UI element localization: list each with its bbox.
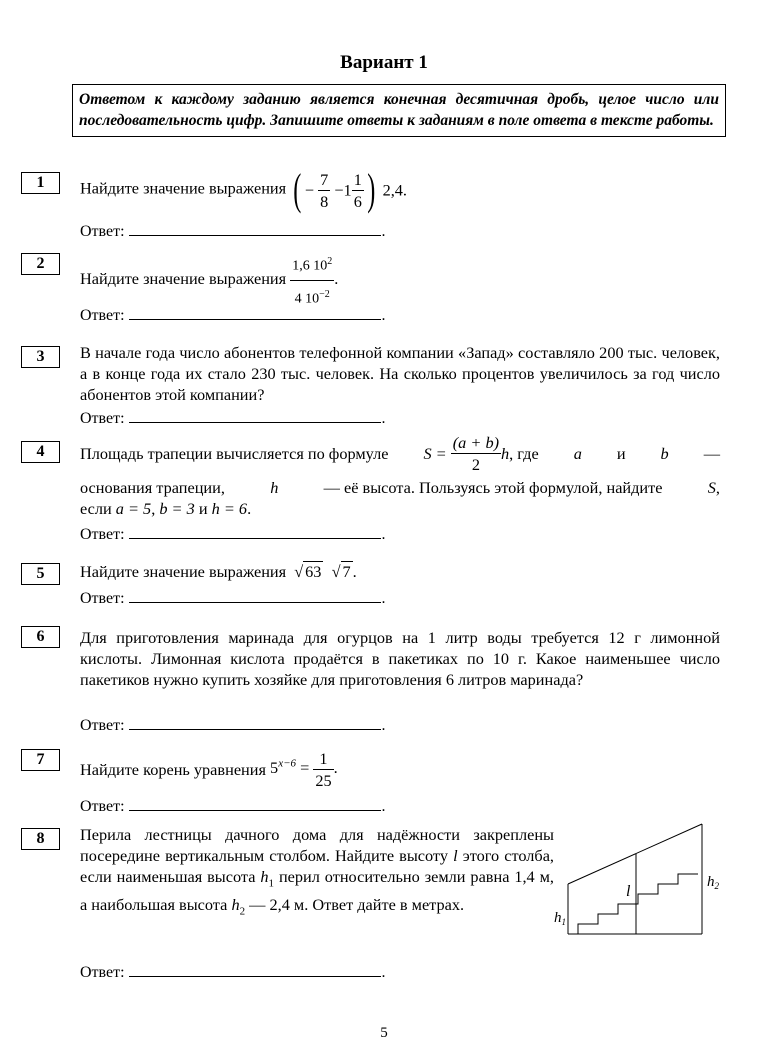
var-h: h — [270, 478, 279, 497]
answer-label: Ответ: — [80, 590, 125, 607]
mixed-number: −1 — [334, 180, 352, 200]
denominator: 6 — [353, 191, 362, 211]
task-number: 1 — [21, 172, 60, 194]
denominator: 8 — [320, 191, 329, 211]
answer-line[interactable] — [129, 221, 381, 236]
var-l: l — [453, 846, 458, 865]
label-h1: $h_1$ — [554, 910, 566, 927]
answer-line[interactable] — [129, 408, 381, 423]
exponent: x−6 — [278, 757, 296, 770]
task-2-text — [80, 251, 720, 309]
task-text: — её высота. Пользуясь этой формулой, найдите — [323, 478, 663, 497]
task-5-expression: √ 63 √ 7 . — [294, 562, 357, 581]
trapezoid-formula — [423, 432, 538, 475]
page-number: 5 — [380, 1025, 388, 1041]
task-8-text — [80, 824, 554, 923]
numerator: 1 — [353, 169, 362, 189]
answer-field[interactable]: Ответ: . — [80, 410, 386, 427]
stairs — [578, 874, 698, 934]
task-text: Найдите значение выражения — [80, 562, 287, 581]
period: . — [352, 562, 357, 581]
page-title: Вариант 1 — [340, 52, 428, 73]
staircase-figure — [552, 818, 724, 940]
task-7-text — [80, 748, 720, 791]
task-text: Найдите корень уравнения — [80, 760, 266, 779]
task-2-fraction — [290, 251, 334, 309]
var-h1: h — [260, 867, 269, 886]
task-number: 7 — [21, 749, 60, 771]
task-7-equation — [270, 749, 338, 790]
answer-label: Ответ: — [80, 526, 125, 543]
label-l: l — [626, 883, 631, 900]
instructions-box: Ответом к каждому заданию является конечная десятичная дробь, целое число или последовательность цифр. Запишите ответы к заданиям в поле ответа в тексте работы. — [72, 84, 726, 137]
equals: = — [300, 758, 310, 778]
dash: — — [703, 443, 720, 463]
task-text: Площадь трапеции вычисляется по формуле — [80, 443, 389, 463]
condition-h: h = 6 — [211, 499, 248, 518]
denominator: 4 10 — [294, 291, 320, 307]
task-text: основания трапеции, — [80, 478, 225, 497]
period: . — [334, 268, 339, 288]
condition-a: a = 5 — [115, 499, 152, 518]
comma: , — [715, 478, 720, 497]
answer-line[interactable] — [129, 305, 381, 320]
answer-line[interactable] — [129, 796, 381, 811]
numerator: 7 — [320, 169, 329, 189]
answer-field[interactable]: Ответ: . — [80, 223, 386, 240]
numerator: 1 — [319, 749, 328, 768]
answer-label: Ответ: — [80, 798, 125, 815]
label-h2: $h_2$ — [707, 874, 719, 891]
task-4-text: Площадь трапеции вычисляется по формуле S = $\frac{(a + b)}{2}$ h, где a и b — основания трапеции, h — её высота. Пользуясь этой формулой, найдите S, если a = 5, b = 3 и h = 6. — [80, 432, 720, 518]
task-text: если — [80, 499, 112, 518]
numerator: (a + b) — [452, 432, 500, 452]
var-a: a — [573, 443, 582, 463]
var-b: b — [660, 443, 669, 463]
period: . — [333, 758, 338, 778]
task-text: , где — [509, 443, 539, 463]
answer-field[interactable]: Ответ: . — [80, 590, 386, 607]
radicand: 7 — [342, 562, 351, 581]
answer-field[interactable]: Ответ: . — [80, 798, 386, 815]
task-text: Найдите значение выражения — [80, 268, 287, 288]
task-5-text — [80, 561, 720, 582]
answer-label: Ответ: — [80, 223, 125, 240]
condition-b: b = 3 — [159, 499, 195, 518]
task-number: 6 — [21, 626, 60, 648]
multiplier: 2,4 — [382, 180, 403, 200]
numerator: 1,6 10 — [292, 258, 328, 274]
answer-field[interactable]: Ответ: . — [80, 526, 386, 543]
task-text: Перила лестницы дачного дома для надёжности закреплены посередине вертикальным столбом. Найдите высоту — [80, 825, 554, 865]
answer-line[interactable] — [129, 524, 381, 539]
denominator: 2 — [451, 453, 501, 475]
answer-field[interactable]: Ответ: . — [80, 717, 386, 734]
period: . — [247, 499, 252, 518]
answer-line[interactable] — [129, 715, 381, 730]
minus-sign: − — [304, 180, 315, 200]
task-number: 5 — [21, 563, 60, 585]
subscript: 1 — [268, 877, 275, 890]
period: . — [402, 180, 407, 200]
task-3-text: В начале года число абонентов телефонной компании «Запад» составляло 200 тыс. человек, а в конце года их стало 230 тыс. человек. На сколько процентов увеличилось за год число абонентов этой компании? — [80, 343, 720, 404]
task-1-text — [80, 165, 720, 214]
var-h2: h — [231, 895, 240, 915]
conjunction: и — [198, 499, 208, 518]
task-text: — 2,4 м. Ответ дайте в метрах. — [249, 895, 465, 915]
task-number: 8 — [21, 828, 60, 850]
answer-label: Ответ: — [80, 964, 125, 981]
radicand: 63 — [305, 562, 322, 581]
task-text: этого столба, если наименьшая высота — [80, 846, 554, 886]
formula-lhs: S = — [423, 443, 447, 463]
task-text: Найдите значение выражения — [80, 178, 287, 198]
task-number: 4 — [21, 441, 60, 463]
answer-field[interactable]: Ответ: . — [80, 307, 386, 324]
task-text: перил относительно земли равна 1,4 м, а наибольшая высота — [80, 867, 554, 915]
answer-label: Ответ: — [80, 410, 125, 427]
subscript: 2 — [239, 905, 246, 918]
formula-h: h — [501, 443, 510, 463]
exponent: 2 — [327, 256, 333, 267]
answer-label: Ответ: — [80, 717, 125, 734]
task-number: 2 — [21, 253, 60, 275]
denominator: 25 — [315, 771, 332, 790]
task-1-expression: ( − $\frac{7}{8}$ −1 $\frac{1}{6}$ ) 2,4. — [293, 165, 407, 214]
task-number: 3 — [21, 346, 60, 368]
task-6-text: Для приготовления маринада для огурцов на 1 литр воды требуется 12 г лимонной кислоты. Лимонная кислота продаётся в пакетиках по 10 г. Какое наименьшее число пакетиков нужно купить хозяйке для приготовления 6 литров маринада? — [80, 628, 720, 689]
answer-line[interactable] — [129, 588, 381, 603]
railing-line — [568, 824, 702, 884]
answer-label: Ответ: — [80, 307, 125, 324]
answer-line[interactable] — [129, 962, 381, 977]
exponent: −2 — [319, 288, 330, 300]
answer-field[interactable]: Ответ: . — [80, 964, 386, 981]
base: 5 — [270, 758, 279, 778]
conjunction: и — [616, 443, 626, 463]
var-s: S — [707, 478, 716, 497]
